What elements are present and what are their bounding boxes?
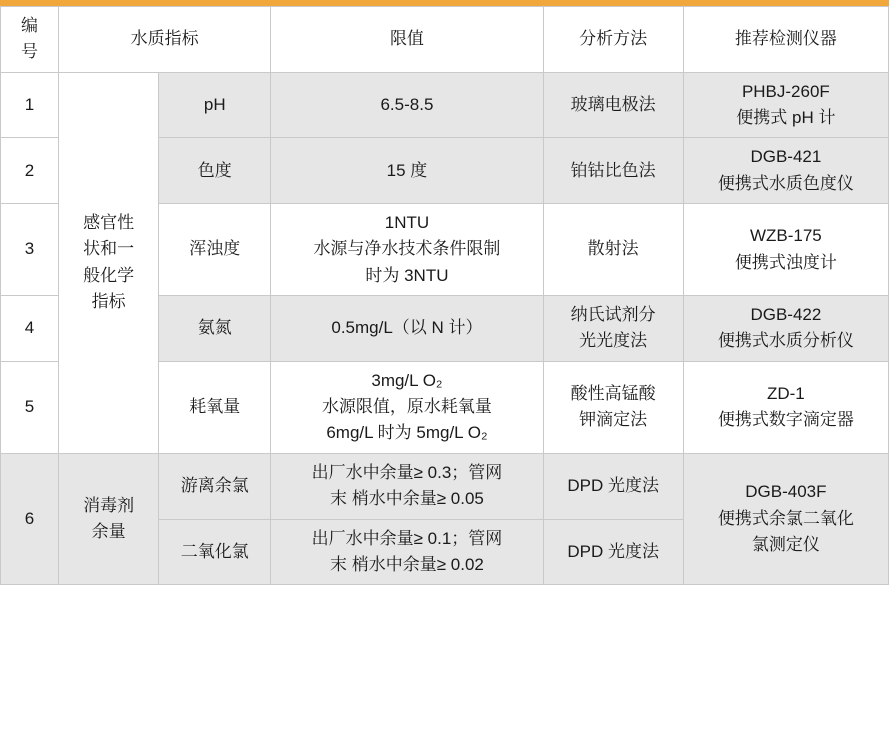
device-line: 便携式 pH 计 — [736, 108, 836, 128]
row-number: 3 — [1, 204, 59, 296]
header-num — [1, 7, 59, 73]
category-line: 感官性 — [83, 213, 135, 233]
analysis-method — [543, 204, 683, 296]
analysis-method — [543, 138, 683, 204]
device-line: 便携式余氯二氧化 — [717, 508, 854, 528]
method-line: 钾滴定法 — [579, 410, 648, 430]
indicator-item: 氨氮 — [159, 296, 271, 362]
analysis-method — [543, 296, 683, 362]
limit-line: 出厂水中余量≥ 0.3；管网 — [311, 462, 503, 482]
method-line: 纳氏试剂分 — [570, 305, 656, 325]
device-line: PHBJ-260F — [741, 81, 830, 101]
row-number: 4 — [1, 296, 59, 362]
water-quality-table — [0, 6, 889, 585]
method-line: 酸性高锰酸 — [570, 383, 656, 403]
limit-line: 水源与净水技术条件限制 — [313, 239, 501, 259]
limit-value — [271, 138, 543, 204]
header-num-line1: 编 — [21, 16, 39, 35]
recommended-device — [683, 453, 888, 584]
indicator-item: 二氧化氯 — [159, 519, 271, 585]
method-line: DPD 光度法 — [567, 541, 659, 561]
limit-line: 0.5mg/L（以 N 计） — [331, 318, 483, 338]
recommended-device — [683, 138, 888, 204]
device-line: 便携式浊度计 — [734, 252, 837, 272]
limit-line: 6mg/L 时为 5mg/L O₂ — [326, 423, 488, 443]
device-line: DGB-403F — [745, 482, 827, 502]
recommended-device — [683, 296, 888, 362]
limit-value — [271, 453, 543, 519]
category-line: 状和一 — [83, 239, 135, 259]
device-line: 便携式水质分析仪 — [717, 331, 854, 351]
limit-line: 末 梢水中余量≥ 0.05 — [330, 489, 484, 509]
table-header-row — [1, 7, 889, 73]
method-line: 光光度法 — [579, 331, 648, 351]
row-number: 6 — [1, 453, 59, 584]
row-number: 5 — [1, 361, 59, 453]
limit-line: 时为 3NTU — [365, 265, 449, 285]
analysis-method — [543, 361, 683, 453]
table-row — [1, 72, 889, 138]
limit-value — [271, 72, 543, 138]
header-method: 分析方法 — [543, 7, 683, 73]
row-number: 1 — [1, 72, 59, 138]
category-label-sensory — [59, 72, 159, 453]
method-line: 玻璃电极法 — [570, 94, 656, 114]
recommended-device — [683, 72, 888, 138]
analysis-method — [543, 453, 683, 519]
header-indicator: 水质指标 — [59, 7, 271, 73]
method-line: DPD 光度法 — [567, 475, 659, 495]
limit-line: 3mg/L O₂ — [371, 370, 443, 390]
device-line: ZD-1 — [766, 383, 805, 403]
limit-value — [271, 519, 543, 585]
header-device: 推荐检测仪器 — [683, 7, 888, 73]
recommended-device — [683, 361, 888, 453]
limit-value — [271, 361, 543, 453]
limit-value — [271, 204, 543, 296]
indicator-item: 浑浊度 — [159, 204, 271, 296]
analysis-method — [543, 519, 683, 585]
indicator-item: 耗氧量 — [159, 361, 271, 453]
category-line: 指标 — [91, 292, 126, 312]
indicator-item: pH — [159, 72, 271, 138]
category-line: 消毒剂 — [83, 495, 135, 515]
row-number: 2 — [1, 138, 59, 204]
table-row — [1, 453, 889, 519]
limit-line: 6.5-8.5 — [380, 94, 434, 114]
limit-value — [271, 296, 543, 362]
device-line: 便携式水质色度仪 — [717, 173, 854, 193]
limit-line: 末 梢水中余量≥ 0.02 — [330, 554, 484, 574]
indicator-item: 游离余氯 — [159, 453, 271, 519]
category-line: 余量 — [91, 522, 126, 541]
device-line: DGB-421 — [750, 147, 822, 167]
device-line: 氯测定仪 — [751, 535, 820, 555]
device-line: DGB-422 — [750, 305, 822, 325]
device-line: 便携式数字滴定器 — [717, 410, 854, 430]
limit-line: 1NTU — [384, 213, 430, 233]
limit-line: 15 度 — [386, 160, 428, 180]
method-line: 铂钴比色法 — [570, 160, 656, 180]
method-line: 散射法 — [587, 239, 639, 259]
category-label-disinfectant — [59, 453, 159, 584]
limit-line: 出厂水中余量≥ 0.1；管网 — [311, 528, 503, 548]
header-num-line2: 号 — [21, 42, 39, 62]
analysis-method — [543, 72, 683, 138]
recommended-device — [683, 204, 888, 296]
indicator-item: 色度 — [159, 138, 271, 204]
device-line: WZB-175 — [749, 226, 822, 246]
limit-line: 水源限值，原水耗氧量 — [321, 397, 492, 417]
category-line: 般化学 — [83, 265, 135, 285]
header-limit: 限值 — [271, 7, 543, 73]
